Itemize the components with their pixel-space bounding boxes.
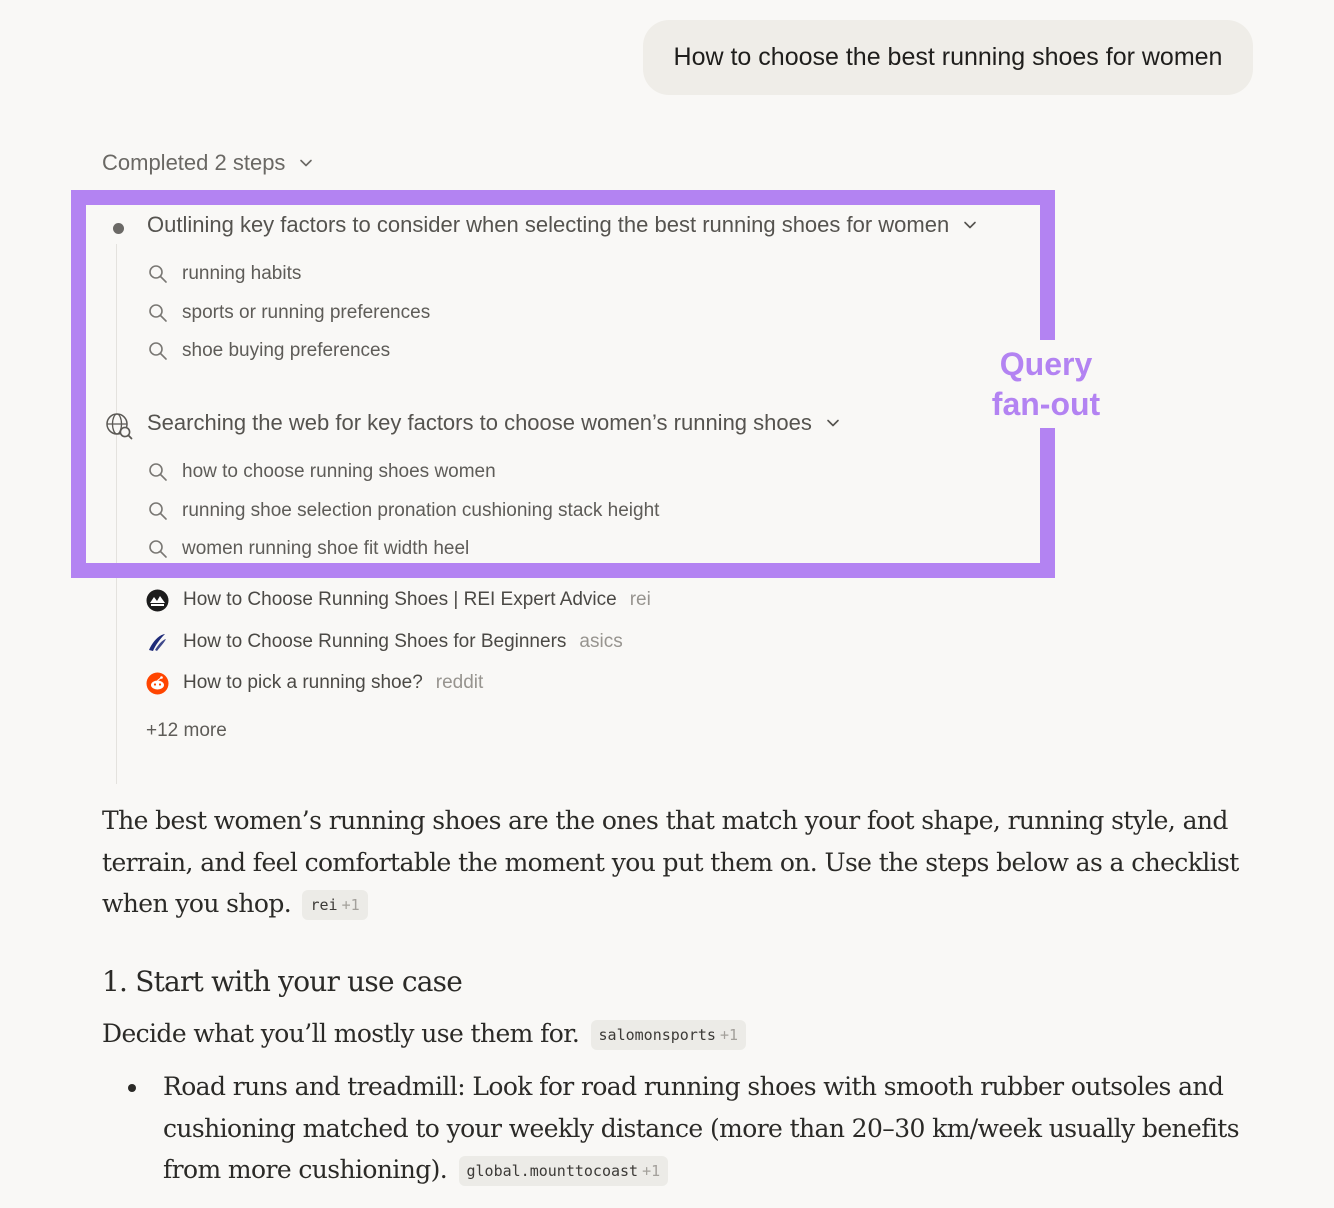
search-icon <box>148 341 168 361</box>
source-link-reddit[interactable] <box>146 669 483 697</box>
search-icon <box>148 501 168 521</box>
source-domain: asics <box>579 631 623 652</box>
step-outlining[interactable] <box>147 212 977 238</box>
answer-decide-paragraph <box>102 1012 1242 1056</box>
query-text: shoe buying preferences <box>182 340 391 361</box>
source-title: How to Choose Running Shoes | REI Expert Advice <box>183 589 617 610</box>
steps-header-label: Completed 2 steps <box>102 150 286 175</box>
list-item-text: Road runs and treadmill: Look for road running shoes with smooth rubber outsoles and cushioning matched to your weekly distance (more than 20–30 km/week usually benefits from more cushioning). <box>163 1072 1239 1184</box>
citation-source: global.mounttocoast <box>466 1162 639 1180</box>
search-query <box>148 497 659 525</box>
reddit-icon <box>146 672 169 695</box>
globe-search-icon <box>105 412 133 440</box>
search-query <box>148 260 301 288</box>
step-bullet-icon <box>113 223 124 234</box>
source-domain: rei <box>629 589 651 610</box>
step-title: Searching the web for key factors to choose women’s running shoes <box>147 410 812 435</box>
query-text: how to choose running shoes women <box>182 461 496 482</box>
more-sources-link[interactable]: +12 more <box>146 720 227 741</box>
rei-icon <box>146 589 169 612</box>
user-message-text: How to choose the best running shoes for women <box>673 43 1223 71</box>
search-icon <box>148 303 168 323</box>
asics-icon <box>146 631 169 654</box>
source-title: How to Choose Running Shoes for Beginners <box>183 631 567 652</box>
source-title: How to pick a running shoe? <box>183 672 423 693</box>
citation-count: +1 <box>341 896 360 914</box>
step-searching-web[interactable] <box>147 410 840 436</box>
source-link-asics[interactable] <box>146 628 623 656</box>
answer-list-item <box>163 1066 1243 1191</box>
query-text: women running shoe fit width heel <box>182 538 470 559</box>
answer-section-heading: 1. Start with your use case <box>102 965 462 998</box>
citation-source: rei <box>310 896 338 914</box>
citation-chip[interactable] <box>591 1020 746 1050</box>
query-fanout-label <box>980 344 1112 424</box>
citation-chip[interactable] <box>459 1156 669 1186</box>
query-text: running shoe selection pronation cushioning stack height <box>182 500 660 521</box>
label-line-2: fan-out <box>991 386 1101 422</box>
timeline-line <box>116 244 117 784</box>
search-icon <box>148 264 168 284</box>
citation-chip[interactable] <box>302 890 367 920</box>
search-icon <box>148 539 168 559</box>
chevron-down-icon <box>299 156 313 170</box>
search-icon <box>148 462 168 482</box>
search-query <box>148 299 430 327</box>
citation-count: +1 <box>719 1026 738 1044</box>
chevron-down-icon <box>826 416 840 430</box>
query-text: sports or running preferences <box>182 302 431 323</box>
step-title: Outlining key factors to consider when selecting the best running shoes for women <box>147 212 950 237</box>
source-domain: reddit <box>435 672 484 693</box>
answer-intro-paragraph <box>102 800 1242 925</box>
answer-decide-text: Decide what you’ll mostly use them for. <box>102 1019 580 1048</box>
query-text: running habits <box>182 263 302 284</box>
steps-toggle[interactable] <box>102 146 313 180</box>
citation-source: salomonsports <box>598 1026 716 1044</box>
user-message-bubble <box>643 20 1253 95</box>
chevron-down-icon <box>963 218 977 232</box>
search-query <box>148 535 469 563</box>
list-bullet-icon <box>128 1084 136 1092</box>
search-query <box>148 458 496 486</box>
source-link-rei[interactable] <box>146 586 651 614</box>
citation-count: +1 <box>642 1162 661 1180</box>
label-line-1: Query <box>999 346 1093 382</box>
search-query <box>148 337 390 365</box>
answer-intro-text: The best women’s running shoes are the ones that match your foot shape, running style, and terrain, and feel comfortable the moment you put them on. Use the steps below as a checklist when you shop. <box>102 806 1239 918</box>
